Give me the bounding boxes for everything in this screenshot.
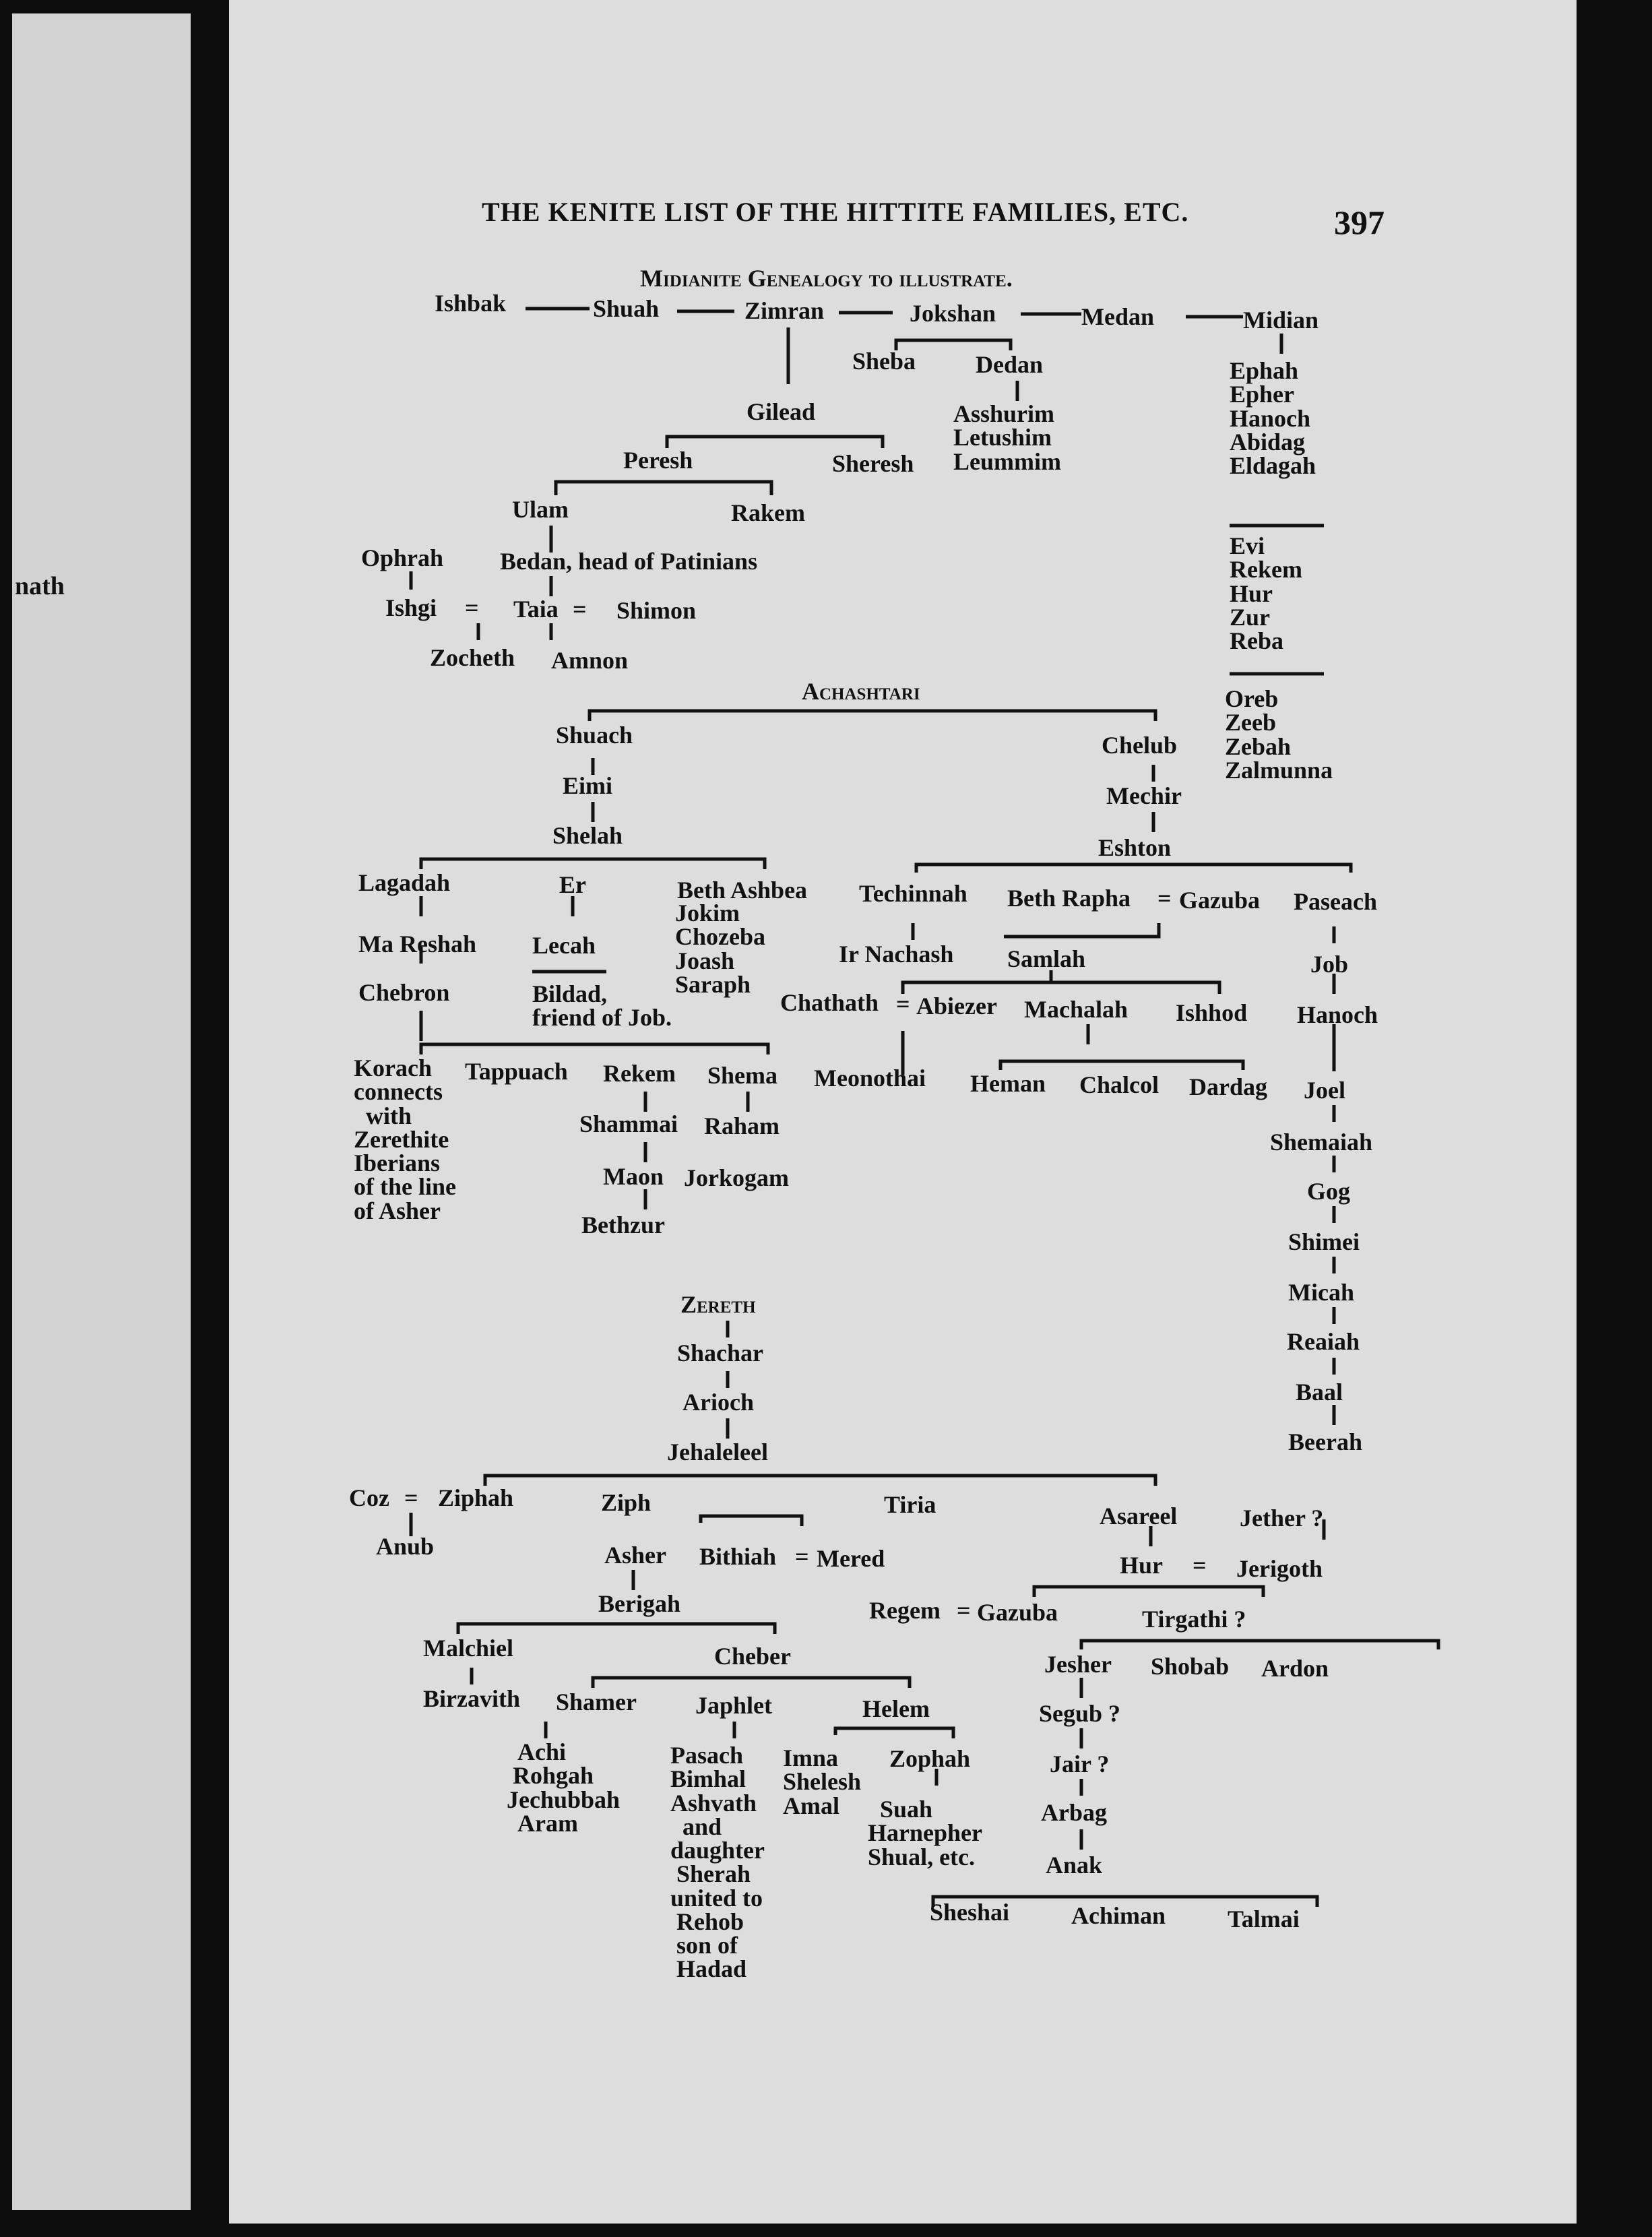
name-bithiah: Bithiah [699,1543,777,1570]
name-chathath: Chathath [780,989,879,1016]
name-bedan: Bedan, head of Patinians [500,548,758,575]
name-techinnah: Techinnah [859,880,967,907]
name-asher: Asher [604,1542,666,1569]
name-shobab: Shobab [1151,1653,1230,1680]
name-beth-rapha: Beth Rapha [1007,885,1131,912]
name-gog: Gog [1307,1178,1351,1205]
name-beth-ashbea: Beth Ashbea [677,877,808,904]
running-header: THE KENITE LIST OF THE HITTITE FAMILIES, ETC. [482,197,1189,227]
name-jorkogam: Jorkogam [684,1164,789,1191]
marriage-sign: = [465,594,479,621]
name-ishbak: Ishbak [435,290,507,317]
name-achiman: Achiman [1071,1902,1166,1929]
name-jokshan: Jokshan [910,300,996,327]
name-anak: Anak [1046,1852,1103,1879]
name-job: Job [1310,951,1349,978]
facing-page-strip [12,13,191,2210]
name-beerah: Beerah [1288,1428,1362,1455]
midian-kings: Evi Rekem Hur Zur Reba [1230,532,1302,655]
name-ishhod: Ishhod [1176,999,1248,1026]
name-sheba: Sheba [852,348,916,375]
name-zophah: Zophah [889,1745,971,1772]
name-cheber: Cheber [714,1643,791,1670]
name-baal: Baal [1296,1379,1343,1406]
name-rakem: Rakem [731,499,805,526]
bildad-note: Bildad, friend of Job. [532,980,672,1032]
name-malchiel: Malchiel [423,1635,513,1662]
name-hanoch: Hanoch [1297,1001,1378,1028]
name-joel: Joel [1304,1077,1345,1104]
marriage-sign: = [404,1484,418,1511]
name-eimi: Eimi [563,772,613,799]
name-eshton: Eshton [1098,834,1172,861]
name-ziph: Ziph [601,1489,652,1516]
name-bethzur: Bethzur [581,1211,665,1238]
name-lagadah: Lagadah [358,869,451,896]
name-talmai: Talmai [1228,1905,1300,1932]
marriage-sign: = [957,1597,971,1624]
name-ophrah: Ophrah [361,544,444,571]
name-peresh: Peresh [623,447,693,474]
name-tappuach: Tappuach [465,1058,568,1085]
name-dardag: Dardag [1189,1073,1267,1100]
name-shamer: Shamer [556,1689,637,1715]
name-samlah: Samlah [1007,945,1086,972]
page [229,0,1577,2224]
name-chelub: Chelub [1102,732,1178,759]
marriage-sign: = [1157,885,1172,912]
marriage-sign: = [795,1543,809,1570]
name-arioch: Arioch [682,1389,754,1416]
name-shammai: Shammai [579,1110,678,1137]
name-ardon: Ardon [1261,1655,1329,1682]
marriage-sign: = [573,596,587,623]
name-ir-nachash: Ir Nachash [839,941,954,968]
name-segub: Segub ? [1039,1700,1121,1727]
zophah-sons: Suah Harnepher Shual, etc. [868,1796,982,1870]
name-gazuba: Gazuba [1179,887,1261,914]
name-zocheth: Zocheth [430,644,515,671]
facing-page-text: nath [15,572,65,600]
name-ulam: Ulam [512,496,569,523]
name-shimon: Shimon [616,597,697,624]
name-chebron: Chebron [358,979,450,1006]
name-shachar: Shachar [677,1340,764,1366]
name-tirgathi: Tirgathi ? [1142,1606,1246,1633]
name-coz: Coz [349,1484,389,1511]
name-mechir: Mechir [1106,782,1182,809]
name-maon: Maon [603,1163,664,1190]
name-meonothai: Meonothai [814,1065,926,1092]
name-zimran: Zimran [744,297,825,324]
name-shelah: Shelah [552,822,623,849]
marriage-sign: = [1193,1552,1207,1579]
name-paseach: Paseach [1294,888,1377,915]
name-regem: Regem [869,1597,941,1624]
name-arbag: Arbag [1041,1799,1107,1826]
name-sheresh: Sheresh [832,450,914,477]
shamer-sons: Achi Rohgah Jechubbah Aram [507,1738,621,1837]
japhlet-sons: Pasach Bimhal Ashvath and daughter Sherah united to Rehob son of Hadad [670,1742,765,1983]
name-dedan: Dedan [976,351,1044,378]
name-abiezer: Abiezer [916,993,997,1019]
name-jether: Jether ? [1240,1505,1324,1532]
name-ziphah: Ziphah [438,1484,514,1511]
name-ma-reshah: Ma Reshah [358,931,477,957]
name-lecah: Lecah [532,932,596,959]
name-reaiah: Reaiah [1287,1328,1360,1355]
name-gilead: Gilead [746,398,816,425]
imna-shelesh-amal: Imna Shelesh Amal [783,1744,862,1819]
name-jerigoth: Jerigoth [1236,1555,1323,1582]
name-ishgi: Ishgi [385,594,437,621]
name-mered: Mered [817,1545,885,1572]
name-gazuba: Gazuba [977,1599,1058,1626]
name-shuah: Shuah [593,295,660,322]
name-sheshai: Sheshai [930,1899,1010,1926]
name-hur: Hur [1120,1552,1164,1579]
marriage-sign: = [896,990,910,1017]
name-er: Er [559,871,586,898]
name-shimei: Shimei [1288,1228,1360,1255]
name-shema: Shema [707,1062,778,1089]
name-tiria: Tiria [884,1491,936,1518]
beth-ashbea-list: Jokim Chozeba Joash Saraph [675,900,765,998]
midian-princes: Oreb Zeeb Zebah Zalmunna [1225,685,1333,784]
name-anub: Anub [376,1533,435,1560]
name-jesher: Jesher [1044,1651,1112,1678]
name-shuach: Shuach [556,722,633,749]
name-shemaiah: Shemaiah [1270,1129,1373,1156]
name-rekem: Rekem [603,1060,676,1087]
name-heman: Heman [970,1070,1046,1097]
name-jair: Jair ? [1050,1751,1110,1777]
name-amnon: Amnon [551,647,629,674]
midian-sons: Ephah Epher Hanoch Abidag Eldagah [1230,357,1316,480]
zereth-heading: Zereth [680,1291,756,1318]
name-jehaleleel: Jehaleleel [667,1439,768,1466]
name-japhlet: Japhlet [695,1692,773,1719]
name-berigah: Berigah [598,1590,680,1617]
name-midian: Midian [1243,307,1319,334]
name-taia: Taia [513,596,559,623]
achashtari-heading: Achashtari [802,678,920,705]
name-micah: Micah [1288,1279,1354,1306]
name-birzavith: Birzavith [423,1685,520,1712]
page-number: 397 [1334,203,1385,241]
korach-note: Korach connects with Zerethite Iberians of the line of Asher [354,1054,456,1224]
name-machalah: Machalah [1024,996,1129,1023]
name-helem: Helem [862,1695,930,1722]
midianite-heading: Midianite Genealogy to illustrate. [640,265,1013,292]
name-medan: Medan [1081,303,1154,330]
name-chalcol: Chalcol [1079,1071,1159,1098]
name-asareel: Asareel [1100,1503,1178,1530]
dedan-sons: Asshurim Letushim Leummim [953,400,1061,475]
name-raham: Raham [704,1112,780,1139]
